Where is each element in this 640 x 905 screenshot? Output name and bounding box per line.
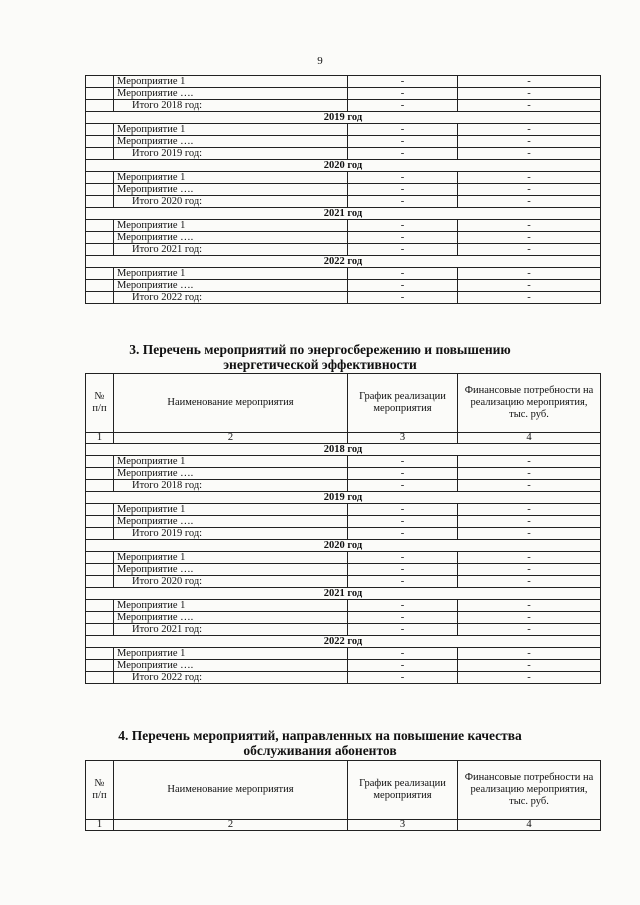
event-name: Мероприятие 1 xyxy=(114,76,348,88)
row-number-cell xyxy=(86,504,114,516)
header-schedule: График реализации мероприятия xyxy=(348,374,458,433)
year-heading: 2019 год xyxy=(86,492,601,504)
total-row xyxy=(86,292,601,304)
finance-value: - xyxy=(458,612,601,624)
year-row xyxy=(86,636,601,648)
schedule-value: - xyxy=(348,244,458,256)
row-number-cell xyxy=(86,136,114,148)
row-number-cell xyxy=(86,600,114,612)
event-name: Мероприятие …. xyxy=(114,660,348,672)
schedule-value: - xyxy=(348,100,458,112)
header-finance: Финансовые потребности на реализацию мероприятия, тыс. руб. xyxy=(458,761,601,820)
row-number-cell xyxy=(86,196,114,208)
schedule-value: - xyxy=(348,124,458,136)
row-number-cell xyxy=(86,280,114,292)
col-number: 2 xyxy=(114,820,348,831)
year-row xyxy=(86,160,601,172)
year-heading: 2019 год xyxy=(86,112,601,124)
event-row xyxy=(86,600,601,612)
schedule-value: - xyxy=(348,268,458,280)
year-heading: 2021 год xyxy=(86,208,601,220)
row-number-cell xyxy=(86,672,114,684)
header-num: № п/п xyxy=(86,374,114,433)
finance-value: - xyxy=(458,184,601,196)
row-number-cell xyxy=(86,516,114,528)
event-name: Мероприятие 1 xyxy=(114,648,348,660)
schedule-value: - xyxy=(348,600,458,612)
finance-value: - xyxy=(458,456,601,468)
section-4-title xyxy=(0,728,640,758)
total-label: Итого 2018 год: xyxy=(114,480,348,492)
page-number: 9 xyxy=(317,55,323,67)
row-number-cell xyxy=(86,576,114,588)
finance-value: - xyxy=(458,196,601,208)
header-num: № п/п xyxy=(86,761,114,820)
schedule-value: - xyxy=(348,456,458,468)
row-number-cell xyxy=(86,660,114,672)
events-table-continued xyxy=(85,75,601,304)
row-number-cell xyxy=(86,100,114,112)
event-name: Мероприятие 1 xyxy=(114,268,348,280)
year-row xyxy=(86,588,601,600)
header-finance: Финансовые потребности на реализацию мероприятия, тыс. руб. xyxy=(458,374,601,433)
event-name: Мероприятие …. xyxy=(114,88,348,100)
schedule-value: - xyxy=(348,196,458,208)
section-4-title-line2: обслуживания абонентов xyxy=(243,743,397,758)
total-row xyxy=(86,480,601,492)
schedule-value: - xyxy=(348,648,458,660)
service-quality-table xyxy=(85,760,601,831)
finance-value: - xyxy=(458,244,601,256)
event-name: Мероприятие 1 xyxy=(114,172,348,184)
row-number-cell xyxy=(86,612,114,624)
row-number-cell xyxy=(86,624,114,636)
event-row xyxy=(86,268,601,280)
col-number: 4 xyxy=(458,820,601,831)
finance-value: - xyxy=(458,648,601,660)
year-heading: 2022 год xyxy=(86,636,601,648)
event-row xyxy=(86,136,601,148)
event-row xyxy=(86,516,601,528)
event-row xyxy=(86,456,601,468)
finance-value: - xyxy=(458,504,601,516)
row-number-cell xyxy=(86,292,114,304)
event-name: Мероприятие 1 xyxy=(114,124,348,136)
total-row xyxy=(86,148,601,160)
event-name: Мероприятие …. xyxy=(114,612,348,624)
schedule-value: - xyxy=(348,220,458,232)
schedule-value: - xyxy=(348,612,458,624)
finance-value: - xyxy=(458,232,601,244)
schedule-value: - xyxy=(348,468,458,480)
event-name: Мероприятие 1 xyxy=(114,552,348,564)
row-number-cell xyxy=(86,172,114,184)
schedule-value: - xyxy=(348,88,458,100)
energy-saving-table xyxy=(85,373,601,684)
row-number-cell xyxy=(86,468,114,480)
row-number-cell xyxy=(86,124,114,136)
header-name: Наименование мероприятия xyxy=(114,761,348,820)
table-header-row xyxy=(86,374,601,433)
row-number-cell xyxy=(86,456,114,468)
schedule-value: - xyxy=(348,76,458,88)
finance-value: - xyxy=(458,564,601,576)
total-label: Итого 2021 год: xyxy=(114,624,348,636)
schedule-value: - xyxy=(348,232,458,244)
col-number: 4 xyxy=(458,433,601,444)
year-row xyxy=(86,112,601,124)
event-row xyxy=(86,648,601,660)
total-label: Итого 2020 год: xyxy=(114,196,348,208)
event-row xyxy=(86,612,601,624)
finance-value: - xyxy=(458,672,601,684)
event-row xyxy=(86,220,601,232)
row-number-cell xyxy=(86,244,114,256)
event-name: Мероприятие …. xyxy=(114,468,348,480)
schedule-value: - xyxy=(348,136,458,148)
total-row xyxy=(86,576,601,588)
finance-value: - xyxy=(458,480,601,492)
schedule-value: - xyxy=(348,528,458,540)
schedule-value: - xyxy=(348,564,458,576)
row-number-cell xyxy=(86,648,114,660)
section-4-title-line1: 4. Перечень мероприятий, направленных на повышение качества xyxy=(118,728,522,743)
section-3-title-line2: энергетической эффективности xyxy=(223,357,417,372)
column-number-row xyxy=(86,433,601,444)
schedule-value: - xyxy=(348,148,458,160)
finance-value: - xyxy=(458,124,601,136)
event-name: Мероприятие …. xyxy=(114,136,348,148)
total-label: Итого 2019 год: xyxy=(114,148,348,160)
event-name: Мероприятие …. xyxy=(114,516,348,528)
col-number: 3 xyxy=(348,433,458,444)
event-row xyxy=(86,564,601,576)
year-row xyxy=(86,444,601,456)
schedule-value: - xyxy=(348,280,458,292)
total-row xyxy=(86,196,601,208)
schedule-value: - xyxy=(348,184,458,196)
total-label: Итого 2020 год: xyxy=(114,576,348,588)
event-row xyxy=(86,124,601,136)
row-number-cell xyxy=(86,76,114,88)
row-number-cell xyxy=(86,480,114,492)
row-number-cell xyxy=(86,148,114,160)
finance-value: - xyxy=(458,136,601,148)
column-number-row xyxy=(86,820,601,831)
year-row xyxy=(86,492,601,504)
event-name: Мероприятие 1 xyxy=(114,220,348,232)
total-label: Итого 2022 год: xyxy=(114,292,348,304)
finance-value: - xyxy=(458,220,601,232)
total-row xyxy=(86,528,601,540)
row-number-cell xyxy=(86,184,114,196)
event-row xyxy=(86,232,601,244)
row-number-cell xyxy=(86,552,114,564)
schedule-value: - xyxy=(348,172,458,184)
finance-value: - xyxy=(458,100,601,112)
event-name: Мероприятие 1 xyxy=(114,600,348,612)
finance-value: - xyxy=(458,268,601,280)
row-number-cell xyxy=(86,232,114,244)
row-number-cell xyxy=(86,88,114,100)
finance-value: - xyxy=(458,292,601,304)
col-number: 1 xyxy=(86,820,114,831)
table-header-row xyxy=(86,761,601,820)
finance-value: - xyxy=(458,88,601,100)
finance-value: - xyxy=(458,552,601,564)
row-number-cell xyxy=(86,528,114,540)
year-heading: 2021 год xyxy=(86,588,601,600)
finance-value: - xyxy=(458,148,601,160)
event-row xyxy=(86,172,601,184)
schedule-value: - xyxy=(348,624,458,636)
row-number-cell xyxy=(86,268,114,280)
schedule-value: - xyxy=(348,672,458,684)
year-row xyxy=(86,540,601,552)
event-row xyxy=(86,88,601,100)
total-row xyxy=(86,672,601,684)
year-heading: 2018 год xyxy=(86,444,601,456)
finance-value: - xyxy=(458,76,601,88)
schedule-value: - xyxy=(348,480,458,492)
event-row xyxy=(86,504,601,516)
col-number: 2 xyxy=(114,433,348,444)
year-heading: 2020 год xyxy=(86,160,601,172)
finance-value: - xyxy=(458,600,601,612)
event-name: Мероприятие …. xyxy=(114,280,348,292)
event-name: Мероприятие …. xyxy=(114,184,348,196)
finance-value: - xyxy=(458,576,601,588)
total-row xyxy=(86,100,601,112)
event-row xyxy=(86,660,601,672)
event-name: Мероприятие …. xyxy=(114,564,348,576)
event-row xyxy=(86,468,601,480)
section-3-title-line1: 3. Перечень мероприятий по энергосбережению и повышению xyxy=(129,342,511,357)
total-row xyxy=(86,244,601,256)
total-label: Итого 2018 год: xyxy=(114,100,348,112)
event-row xyxy=(86,76,601,88)
year-row xyxy=(86,208,601,220)
event-row xyxy=(86,184,601,196)
schedule-value: - xyxy=(348,660,458,672)
schedule-value: - xyxy=(348,552,458,564)
year-heading: 2020 год xyxy=(86,540,601,552)
finance-value: - xyxy=(458,468,601,480)
event-name: Мероприятие 1 xyxy=(114,504,348,516)
event-name: Мероприятие …. xyxy=(114,232,348,244)
event-name: Мероприятие 1 xyxy=(114,456,348,468)
col-number: 3 xyxy=(348,820,458,831)
finance-value: - xyxy=(458,280,601,292)
finance-value: - xyxy=(458,528,601,540)
schedule-value: - xyxy=(348,292,458,304)
row-number-cell xyxy=(86,220,114,232)
total-label: Итого 2019 год: xyxy=(114,528,348,540)
total-label: Итого 2021 год: xyxy=(114,244,348,256)
year-row xyxy=(86,256,601,268)
finance-value: - xyxy=(458,516,601,528)
finance-value: - xyxy=(458,172,601,184)
finance-value: - xyxy=(458,624,601,636)
event-row xyxy=(86,552,601,564)
header-schedule: График реализации мероприятия xyxy=(348,761,458,820)
schedule-value: - xyxy=(348,576,458,588)
total-label: Итого 2022 год: xyxy=(114,672,348,684)
schedule-value: - xyxy=(348,504,458,516)
col-number: 1 xyxy=(86,433,114,444)
finance-value: - xyxy=(458,660,601,672)
header-name: Наименование мероприятия xyxy=(114,374,348,433)
schedule-value: - xyxy=(348,516,458,528)
year-heading: 2022 год xyxy=(86,256,601,268)
total-row xyxy=(86,624,601,636)
event-row xyxy=(86,280,601,292)
section-3-title xyxy=(0,342,640,372)
row-number-cell xyxy=(86,564,114,576)
